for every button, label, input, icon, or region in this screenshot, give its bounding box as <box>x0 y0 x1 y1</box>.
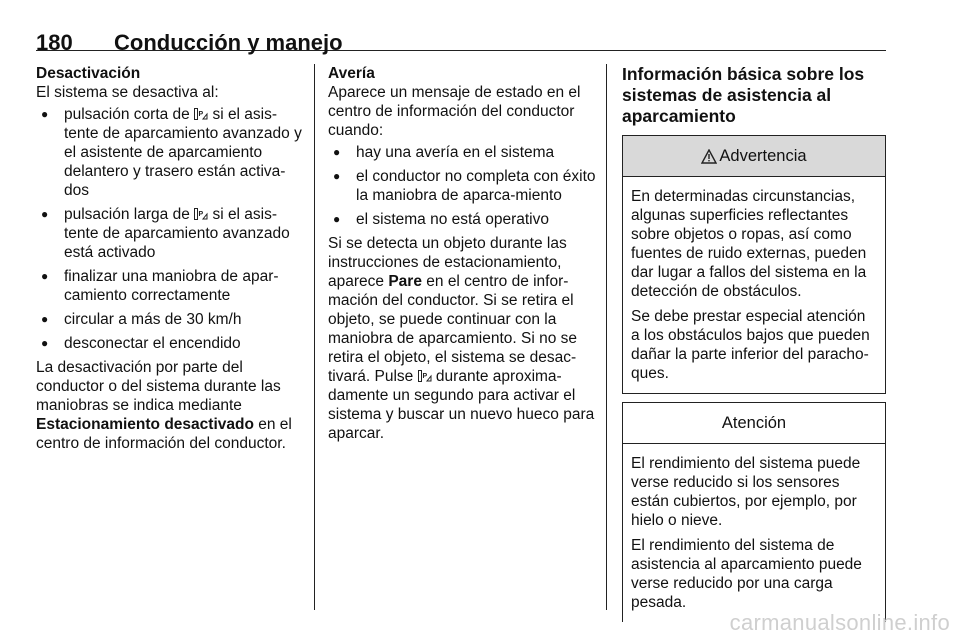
column-deactivation <box>36 64 304 453</box>
warning-text-1: En determinadas circunstancias, algunas superficies reflectantes sobre objetos o ropas, así como fuentes de ruido externas, pueden dar lugar a fallos del sistema en la detección de obstáculos. <box>631 188 867 300</box>
caution-box <box>622 402 886 622</box>
deactivation-outro: La desactivación por parte del conductor o del sistema durante las maniobras se indica mediante Estacionamiento desactivado en el centro de información del conductor. <box>36 359 292 452</box>
failure-paragraph: Si se detecta un objeto durante las instrucciones de estacionamiento, aparece Pare en el centro de infor-mación del conductor. Si se retira el objeto, se puede continuar con la maniobra de aparcamiento. Si no se retira el objeto, el sistema se desac-tivará. Pulse P durante aproxima-damente un segundo para activar el sistema y buscar un nuevo hueco para aparcar. <box>328 235 595 442</box>
column-failure <box>328 64 596 443</box>
warning-title: Advertencia <box>719 146 807 165</box>
svg-text:P: P <box>198 111 204 118</box>
section-heading-failure: Avería <box>328 65 375 82</box>
column-basic-info <box>622 64 886 622</box>
column-divider-1 <box>314 64 315 610</box>
failure-intro: Aparece un mensaje de estado en el centro de información del conductor cuando: <box>328 84 581 139</box>
page-header <box>36 14 886 55</box>
deactivation-list <box>36 105 304 353</box>
park-assist-icon <box>194 108 208 120</box>
warning-header <box>623 136 885 177</box>
deactivation-intro: El sistema se desactiva al: <box>36 84 219 101</box>
list-item: ● pulsación corta de P si el asis-tente de aparcamiento avanzado y el asistente de aparcamiento delantero y trasero están activa-dos <box>36 105 304 200</box>
column-divider-2 <box>606 64 607 610</box>
list-item: ● pulsación larga de P si el asis-tente de aparcamiento avanzado está activado <box>36 205 304 262</box>
park-assist-icon <box>418 370 432 382</box>
list-item: ● el sistema no está operativo <box>328 210 596 229</box>
park-assist-icon <box>194 208 208 220</box>
caution-header <box>623 403 885 444</box>
page-title: Conducción y manejo <box>114 30 343 55</box>
list-item: ● finalizar una maniobra de apar-camiento correctamente <box>36 267 304 305</box>
list-item: ● el conductor no completa con éxito la maniobra de aparca-miento <box>328 167 596 205</box>
warning-text-2: Se debe prestar especial atención a los obstáculos bajos que pueden dañar la parte inferior del paracho-ques. <box>631 308 870 382</box>
caution-body <box>623 444 885 622</box>
warning-body <box>623 177 885 393</box>
list-item: ● circular a más de 30 km/h <box>36 310 304 329</box>
warning-triangle-icon <box>701 149 717 164</box>
section-heading-deactivation: Desactivación <box>36 65 141 82</box>
list-item: ● desconectar el encendido <box>36 334 304 353</box>
svg-text:P: P <box>422 373 427 380</box>
warning-box <box>622 135 886 394</box>
list-item: ● hay una avería en el sistema <box>328 143 596 162</box>
section-heading-basic-info: Información básica sobre los sistemas de asistencia al aparcamiento <box>622 64 865 126</box>
status-message-deactivated: Estacionamiento desactivado <box>36 416 254 433</box>
svg-text:P: P <box>198 211 204 218</box>
caution-title: Atención <box>721 413 787 432</box>
caution-text-1: El rendimiento del sistema puede verse reducido si los sensores están cubiertos, por ejemplo, por hielo o nieve. <box>631 455 861 529</box>
failure-list <box>328 143 596 229</box>
watermark: carmanualsonline.info <box>729 610 950 635</box>
caution-text-2: El rendimiento del sistema de asistencia al aparcamiento puede verse reducido por una carga pesada. <box>631 537 862 611</box>
page-number: 180 <box>36 30 73 55</box>
status-message-stop: Pare <box>388 273 422 290</box>
